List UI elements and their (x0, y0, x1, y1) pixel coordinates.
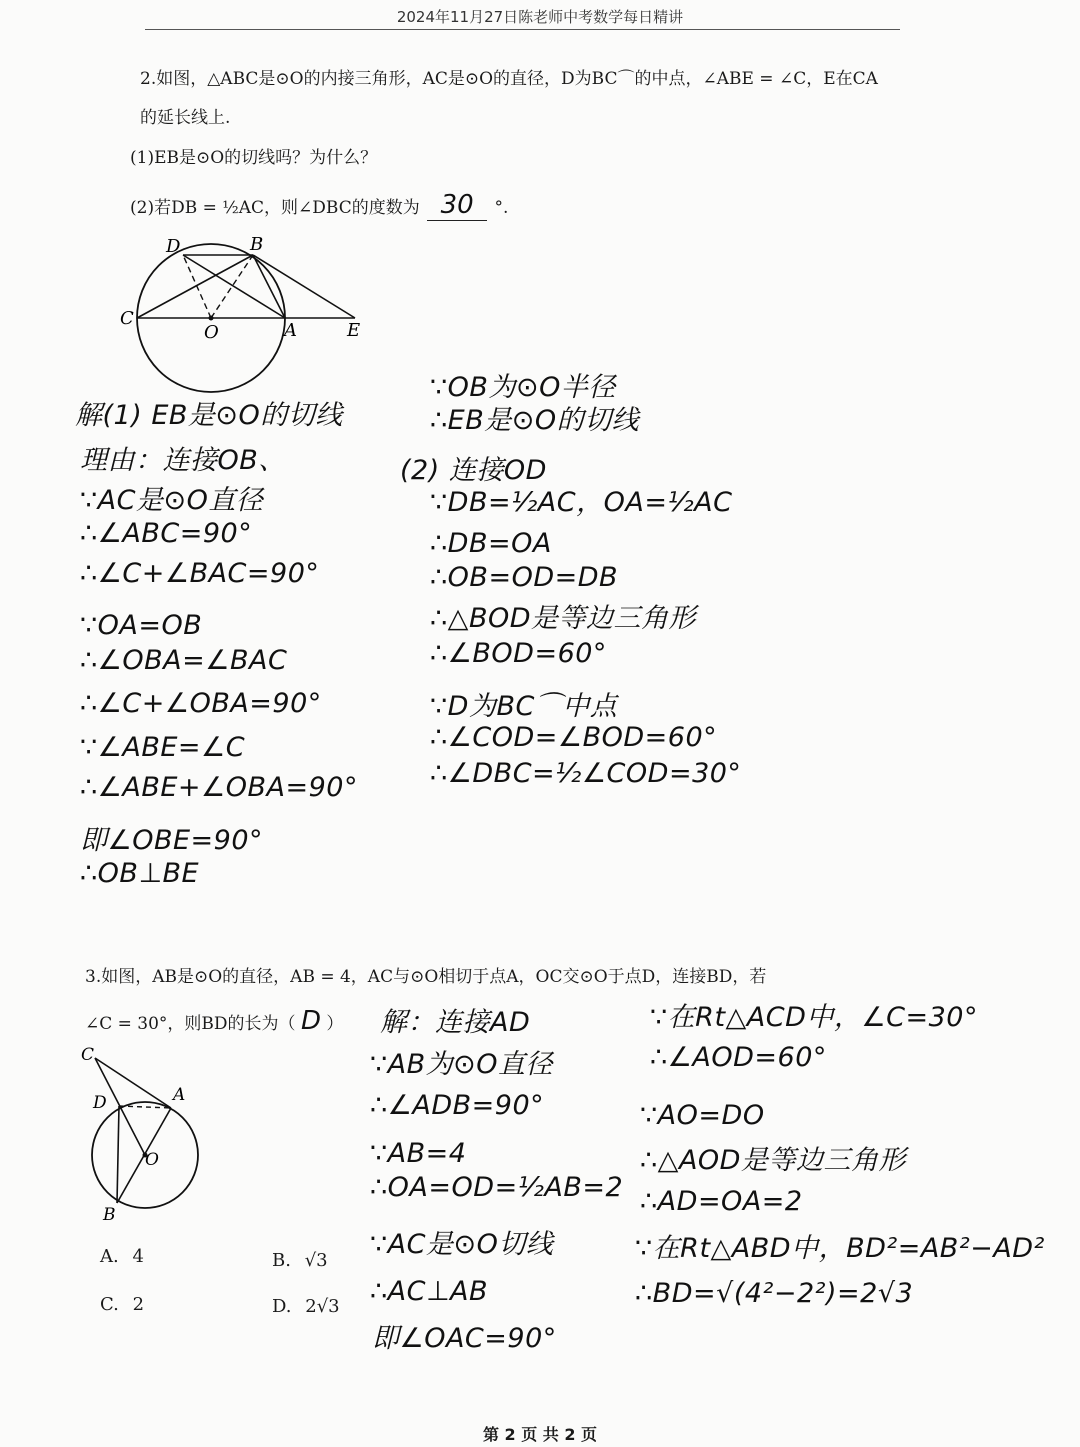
q2-sol-left-8: ∵∠ABE=∠C (80, 732, 246, 763)
q3-choice-c-label: C. (100, 1294, 119, 1315)
q3-label-a: A (173, 1085, 186, 1105)
q2-sol-left-2: ∵AC是⊙O直径 (80, 485, 264, 516)
header-rule (145, 29, 900, 30)
q2-sol-left-9: ∴∠ABE+∠OBA=90° (80, 772, 358, 803)
q3-choice-b-label: B. (272, 1250, 291, 1271)
q3-sol-mid-1: ∵AB为⊙O直径 (370, 1049, 554, 1080)
q3-choice-b (272, 1250, 328, 1271)
q3-choice-d (272, 1296, 340, 1317)
q2-sol-right-3: ∵DB=½AC，OA=½AC (430, 487, 733, 518)
q2-center-dot (209, 316, 214, 321)
q2-label-a: A (284, 320, 297, 341)
q2-label-e: E (347, 320, 361, 341)
q2-label-o: O (204, 322, 219, 343)
q2-sol-right-5: ∴OB=OD=DB (430, 562, 619, 593)
q2-part1: (1)EB是⊙O的切线吗？为什么？ (130, 148, 378, 168)
q2-sol-left-5: ∵OA=OB (80, 610, 203, 641)
q2-line2: 的延长线上. (140, 108, 231, 128)
q2-sol-left-4: ∴∠C+∠BAC=90° (80, 558, 320, 589)
q2-sol-right-7: ∴∠BOD=60° (430, 638, 607, 669)
q3-line-db (117, 1106, 119, 1203)
q3-line1: 3.如图，AB是⊙O的直径，AB = 4，AC与⊙O相切于点A，OC交⊙O于点D，连接BD，若 (85, 967, 767, 987)
q2-sol-right-0: ∵OB为⊙O半径 (430, 372, 616, 403)
q2-sol-left-7: ∴∠C+∠OBA=90° (80, 688, 322, 719)
q2-part2-suffix: °. (494, 198, 509, 218)
q3-line2 (85, 1006, 343, 1036)
q3-choice-d-value: 2√3 (305, 1296, 340, 1317)
q2-sol-left-11: ∴OB⊥BE (80, 858, 200, 889)
q2-sol-left-10: 即∠OBE=90° (80, 825, 264, 856)
q3-label-c: C (81, 1045, 95, 1065)
q3-sol-mid-6: ∴AC⊥AB (370, 1276, 489, 1307)
q3-sol-right-6: ∴BD=√(4²−2²)=2√3 (635, 1278, 914, 1309)
q3-figure (75, 1040, 225, 1225)
q3-dash-da (119, 1106, 171, 1108)
q2-sol-right-6: ∴△BOD是等边三角形 (430, 603, 697, 634)
q2-sol-right-2: (2) 连接OD (400, 455, 547, 486)
q3-line2-prefix: ∠C = 30°，则BD的长为（ (85, 1014, 296, 1034)
q2-sol-right-10: ∴∠DBC=½∠COD=30° (430, 758, 742, 789)
q2-sol-left-3: ∴∠ABC=90° (80, 518, 253, 549)
q2-label-d: D (166, 236, 181, 257)
q3-sol-right-5: ∵在Rt△ABD中，BD²=AB²−AD² (635, 1233, 1045, 1264)
q3-choice-c-value: 2 (132, 1294, 145, 1315)
page-header: 2024年11月27日陈老师中考数学每日精讲 (396, 8, 684, 26)
q3-sol-mid-2: ∴∠ADB=90° (370, 1090, 545, 1121)
q3-sol-right-2: ∵AO=DO (640, 1100, 765, 1131)
q3-choice-a-value: 4 (132, 1246, 144, 1267)
q2-sol-right-1: ∴EB是⊙O的切线 (430, 405, 640, 436)
q2-label-b: B (250, 234, 264, 255)
q2-sol-right-4: ∴DB=OA (430, 528, 552, 559)
q3-sol-mid-5: ∵AC是⊙O切线 (370, 1229, 554, 1260)
q3-label-d: D (93, 1093, 107, 1113)
q2-line-cb (137, 255, 253, 318)
q3-label-o: O (145, 1150, 159, 1170)
q3-sol-mid-0: 解：连接AD (380, 1007, 531, 1038)
q2-dash-ob (211, 255, 253, 318)
q2-sol-right-9: ∴∠COD=∠BOD=60° (430, 722, 718, 753)
q3-choice-c (100, 1294, 144, 1315)
q2-sol-left-6: ∴∠OBA=∠BAC (80, 645, 288, 676)
q2-sol-left-1: 理由：连接OB、 (80, 445, 286, 476)
q2-figure (110, 230, 390, 395)
q2-part2-prefix: (2)若DB = ½AC，则∠DBC的度数为 (130, 198, 420, 218)
q3-answer: D (300, 1006, 321, 1036)
q2-part2-answer: 30 (427, 190, 487, 221)
q3-choice-a-label: A. (100, 1246, 119, 1267)
q3-choice-b-value: √3 (304, 1250, 328, 1271)
q3-sol-right-4: ∴AD=OA=2 (640, 1186, 803, 1217)
q2-sol-left-0: 解(1) EB是⊙O的切线 (75, 400, 343, 431)
q3-label-b: B (103, 1205, 116, 1225)
q3-sol-right-0: ∵在Rt△ACD中，∠C=30° (650, 1002, 978, 1033)
q2-label-c: C (120, 308, 134, 329)
q2-line1: 2.如图，△ABC是⊙O的内接三角形，AC是⊙O的直径，D为BC⌒的中点，∠ABE = ∠C，E在CA (140, 69, 878, 89)
q3-choice-a (100, 1246, 144, 1267)
page-footer: 第 2 页 共 2 页 (482, 1425, 598, 1444)
q3-sol-right-3: ∴△AOD是等边三角形 (640, 1145, 906, 1176)
q3-sol-mid-3: ∵AB=4 (370, 1138, 467, 1169)
q2-sol-right-8: ∵D为BC⌒中点 (430, 691, 618, 722)
q3-sol-mid-4: ∴OA=OD=½AB=2 (370, 1172, 624, 1203)
q3-line2-suffix: ） (326, 1014, 344, 1034)
q3-sol-mid-7: 即∠OAC=90° (372, 1323, 557, 1354)
q2-part2 (130, 190, 508, 221)
q3-sol-right-1: ∴∠AOD=60° (650, 1042, 827, 1073)
q3-choice-d-label: D. (272, 1296, 292, 1317)
